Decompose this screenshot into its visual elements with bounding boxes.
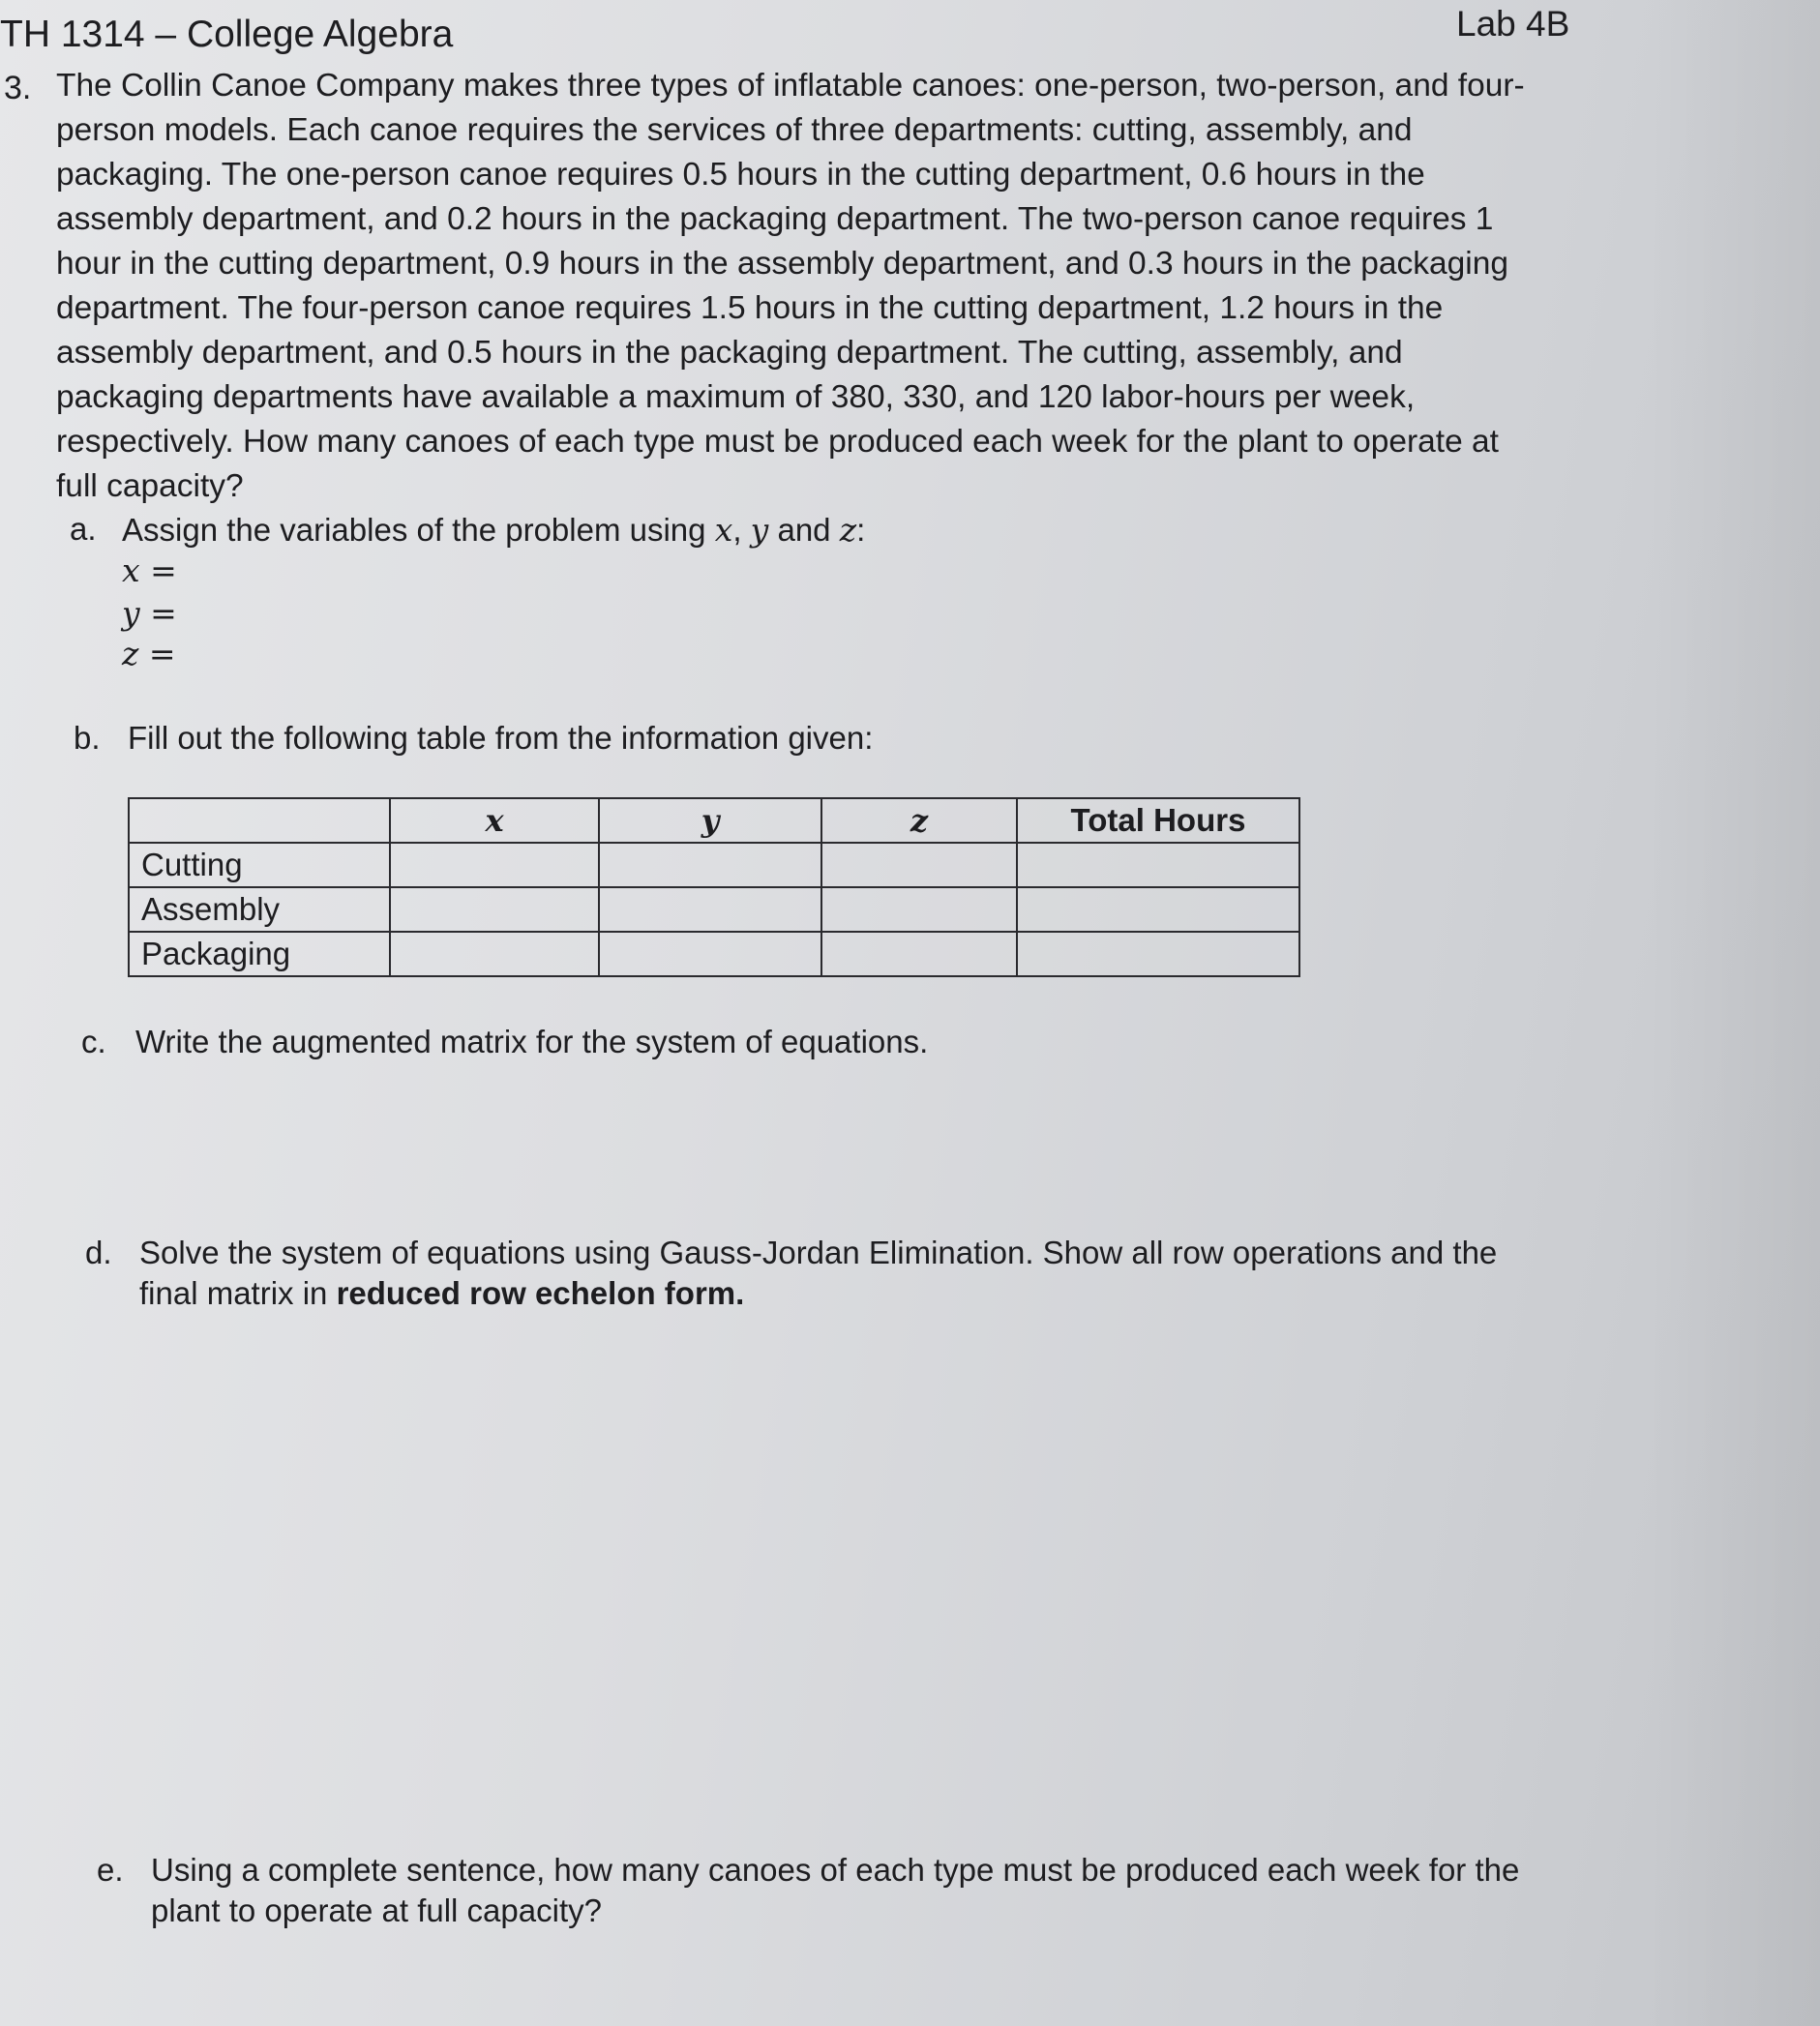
table-cell[interactable] (1017, 843, 1299, 887)
row-label-assembly: Assembly (129, 887, 390, 932)
table-cell[interactable] (821, 887, 1017, 932)
table-cell[interactable] (1017, 932, 1299, 976)
table-row (129, 932, 1299, 976)
problem-line: assembly department, and 0.2 hours in the packaging department. The two-person canoe requires 1 (56, 201, 1494, 237)
part-a-and: and (768, 512, 840, 548)
problem-line: assembly department, and 0.5 hours in the packaging department. The cutting, assembly, and (56, 335, 1403, 371)
table-row (129, 843, 1299, 887)
table-cell[interactable] (821, 843, 1017, 887)
table-header-row (129, 798, 1299, 843)
problem-line: person models. Each canoe requires the services of three departments: cutting, assembly, and (56, 112, 1413, 148)
part-e-label: e. (97, 1852, 124, 1888)
table-header-z: z (821, 798, 1017, 843)
course-title: TH 1314 – College Algebra (0, 14, 454, 55)
department-hours-table (128, 797, 1300, 977)
table-cell[interactable] (599, 887, 821, 932)
part-c-label: c. (81, 1024, 106, 1059)
table-cell[interactable] (821, 932, 1017, 976)
table-row (129, 887, 1299, 932)
table-header-cell (129, 798, 390, 843)
problem-line: The Collin Canoe Company makes three types of inflatable canoes: one-person, two-person, and four- (56, 68, 1525, 104)
problem-line: respectively. How many canoes of each type must be produced each week for the plant to operate at (56, 424, 1499, 460)
assign-x: x = (122, 551, 177, 589)
table-header-total: Total Hours (1017, 798, 1299, 843)
problem-line: department. The four-person canoe requires 1.5 hours in the cutting department, 1.2 hours in the (56, 290, 1444, 326)
table-cell[interactable] (390, 887, 599, 932)
problem-line: packaging. The one-person canoe requires 0.5 hours in the cutting department, 0.6 hours in the (56, 157, 1425, 193)
part-d-emphasis: reduced row echelon form. (336, 1275, 745, 1311)
part-a-colon: : (856, 512, 866, 548)
part-a-text: Assign the variables of the problem using (122, 512, 715, 548)
problem-line: packaging departments have available a maximum of 380, 330, and 120 labor-hours per week, (56, 379, 1416, 415)
problem-line: hour in the cutting department, 0.9 hours in the assembly department, and 0.3 hours in the packaging (56, 246, 1508, 282)
part-a-sep: , (732, 512, 751, 548)
part-d-text: final matrix in (139, 1275, 337, 1311)
part-d-line1: Solve the system of equations using Gauss-Jordan Elimination. Show all row operations and the (139, 1235, 1498, 1270)
part-a-prompt (122, 511, 865, 549)
lab-label: Lab 4B (1456, 4, 1570, 44)
assign-y: y = (122, 594, 177, 632)
part-d-line2 (139, 1275, 744, 1312)
table-cell[interactable] (390, 843, 599, 887)
table-cell[interactable] (390, 932, 599, 976)
var-z: z (839, 511, 857, 549)
var-x: x (714, 511, 733, 549)
part-d-label: d. (85, 1235, 112, 1270)
var-y: y (750, 511, 769, 549)
table-cell[interactable] (599, 843, 821, 887)
part-b-label: b. (74, 720, 101, 756)
row-label-cutting: Cutting (129, 843, 390, 887)
part-c-prompt: Write the augmented matrix for the system of equations. (135, 1024, 929, 1059)
row-label-packaging: Packaging (129, 932, 390, 976)
table-cell[interactable] (1017, 887, 1299, 932)
part-b-prompt: Fill out the following table from the information given: (128, 720, 874, 756)
problem-number: 3. (4, 70, 32, 106)
page-edge-shadow (1646, 0, 1820, 2026)
table-cell[interactable] (599, 932, 821, 976)
part-e-line2: plant to operate at full capacity? (151, 1892, 602, 1928)
assign-z: z = (122, 635, 176, 672)
table-header-x: x (390, 798, 599, 843)
table-header-y: y (599, 798, 821, 843)
part-e-line1: Using a complete sentence, how many canoes of each type must be produced each week for the (151, 1852, 1520, 1888)
problem-line: full capacity? (56, 468, 244, 504)
part-a-label: a. (70, 511, 97, 547)
